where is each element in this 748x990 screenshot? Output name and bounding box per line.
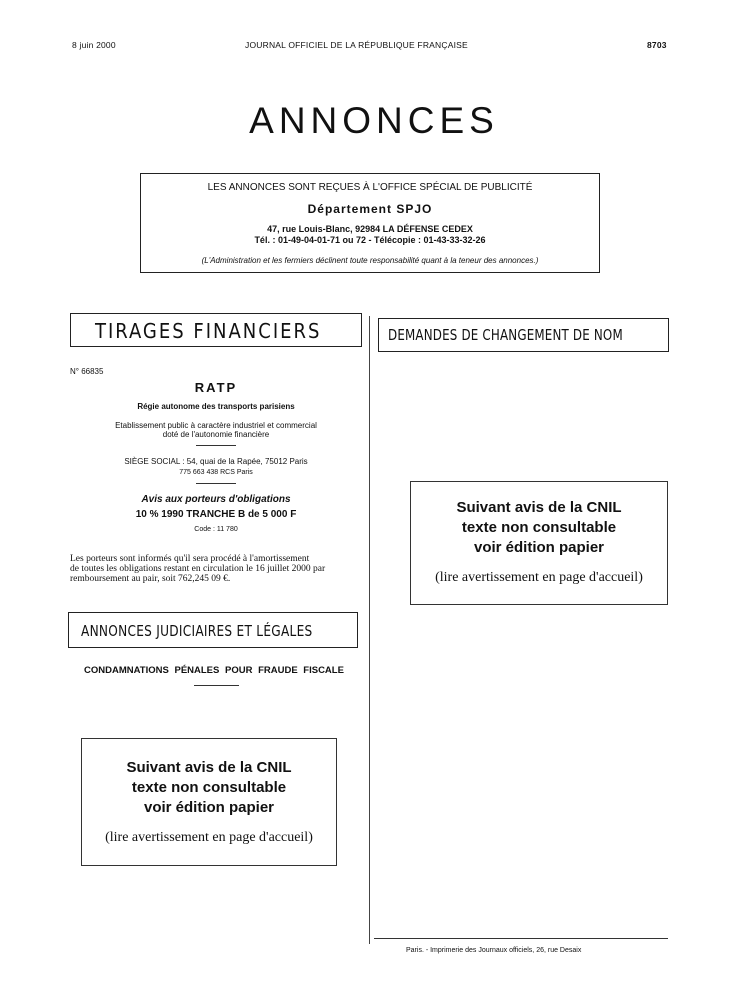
section-heading: ANNONCES JUDICIAIRES ET LÉGALES <box>81 622 313 640</box>
body-line: remboursement au pair, soit 762,245 09 €. <box>70 574 231 584</box>
footer-imprint: Paris. - Imprimerie des Journaux officiels, 26, rue Desaix <box>406 947 582 954</box>
body-line: Les porteurs sont informés qu'il sera procédé à l'amortissement <box>70 554 310 564</box>
announcement-number: N° 66835 <box>70 367 104 376</box>
code: Code : 11 780 <box>194 526 238 533</box>
notice-address: 47, rue Louis-Blanc, 92984 LA DÉFENSE CEDEX <box>267 224 473 234</box>
siege-social: SIÈGE SOCIAL : 54, quai de la Rapée, 75012 Paris <box>124 457 308 466</box>
section-tirages-financiers <box>70 313 362 347</box>
avis-title: Avis aux porteurs d'obligations <box>141 494 291 505</box>
cnil-notice <box>410 481 668 605</box>
company-status: doté de l'autonomie financière <box>162 430 270 439</box>
cnil-line: Suivant avis de la CNIL <box>126 759 292 776</box>
company-full-name: Régie autonome des transports parisiens <box>137 402 295 411</box>
section-heading: TIRAGES FINANCIERS <box>95 319 322 343</box>
notice-box <box>140 173 600 273</box>
announcement-body <box>70 554 362 584</box>
header-journal: JOURNAL OFFICIEL DE LA RÉPUBLIQUE FRANÇAISE <box>245 40 468 50</box>
cnil-note: (lire avertissement en page d'accueil) <box>105 830 313 845</box>
cnil-note: (lire avertissement en page d'accueil) <box>435 570 643 585</box>
tranche: 10 % 1990 TRANCHE B de 5 000 F <box>135 509 297 520</box>
notice-department: Département SPJO <box>307 202 433 216</box>
cnil-line: voir édition papier <box>143 799 275 816</box>
subheading: CONDAMNATIONS PÉNALES POUR FRAUDE FISCALE <box>84 665 344 676</box>
rcs: 775 663 438 RCS Paris <box>179 469 253 476</box>
cnil-line: voir édition papier <box>473 539 605 556</box>
column-divider <box>369 316 370 944</box>
header-date: 8 juin 2000 <box>72 40 116 50</box>
footer-rule <box>374 938 668 939</box>
page-title: ANNONCES <box>249 100 499 141</box>
separator <box>194 685 239 686</box>
company-status: Etablissement public à caractère industriel et commercial <box>115 421 317 430</box>
section-heading: DEMANDES DE CHANGEMENT DE NOM <box>388 326 623 344</box>
separator <box>196 445 236 446</box>
notice-phone: Tél. : 01-49-04-01-71 ou 72 - Télécopie : 01-43-33-32-26 <box>254 235 486 245</box>
notice-line: LES ANNONCES SONT REÇUES À L'OFFICE SPÉCIAL DE PUBLICITÉ <box>207 182 533 193</box>
cnil-line: texte non consultable <box>461 519 617 536</box>
cnil-line: texte non consultable <box>131 779 287 796</box>
header-page-number: 8703 <box>647 40 667 50</box>
cnil-notice <box>81 738 337 866</box>
cnil-line: Suivant avis de la CNIL <box>456 499 622 516</box>
separator <box>196 483 236 484</box>
section-changement-de-nom <box>378 318 669 352</box>
body-line: de toutes les obligations restant en circulation le 16 juillet 2000 par <box>70 564 326 574</box>
company-name: RATP <box>194 380 238 395</box>
section-annonces-judiciaires <box>68 612 358 648</box>
notice-disclaimer: (L'Administration et les fermiers déclinent toute responsabilité quant à la teneur des annonces.) <box>201 256 539 265</box>
